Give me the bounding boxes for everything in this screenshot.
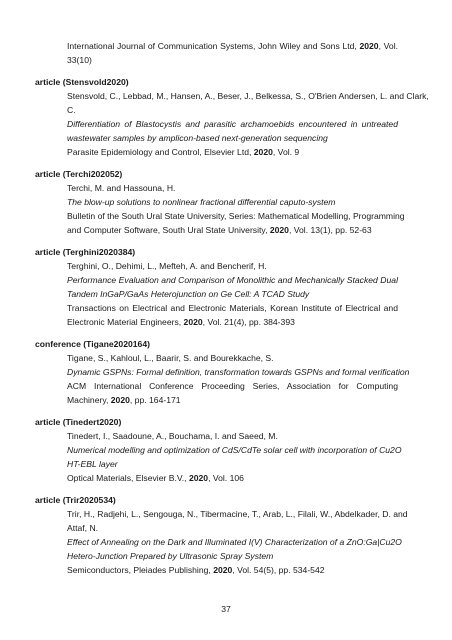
entry-authors: C. (67, 105, 76, 115)
entry-title: Performance Evaluation and Comparison of Monolithic and Mechanically Stacked Dual (67, 275, 398, 285)
entry-authors: Tigane, S., Kahloul, L., Baarir, S. and Bourekkache, S. (67, 353, 274, 363)
entry-heading: article (Tinedert2020) (35, 417, 122, 427)
entry-authors: Tinedert, I., Saadoune, A., Bouchama, I. and Saeed, M. (67, 431, 278, 441)
entry-venue-line: International Journal of Communication Systems, John Wiley and Sons Ltd, 2020, Vol. (67, 41, 399, 51)
entry-title: HT-EBL layer (67, 459, 118, 469)
entry-venue: Machinery, 2020, pp. 164-171 (67, 395, 181, 405)
page-number: 37 (221, 604, 231, 614)
entry-title: Dynamic GSPNs: Formal definition, transformation towards GSPNs and formal verification (67, 367, 410, 377)
entry-venue: Transactions on Electrical and Electronic Materials, Korean Institute of Electrical and (67, 303, 398, 313)
entry-title: Differentiation of Blastocystis and parasitic archamoebids encountered in untreated (67, 119, 398, 129)
entry-heading: conference (Tigane2020164) (35, 339, 150, 349)
entry-heading: article (Terghini2020384) (35, 247, 136, 257)
entry-heading: article (Trir2020534) (35, 495, 116, 505)
entry-venue: Electronic Material Engineers, 2020, Vol. 21(4), pp. 384-393 (67, 317, 295, 327)
entry-authors: Stensvold, C., Lebbad, M., Hansen, A., Beser, J., Belkessa, S., O'Brien Andersen, L. and Clark, (67, 91, 429, 101)
entry-title: Tandem InGaP/GaAs Heterojunction on Ge Cell: A TCAD Study (67, 289, 310, 299)
entry-venue: Parasite Epidemiology and Control, Elsevier Ltd, 2020, Vol. 9 (67, 147, 300, 157)
entry-heading: article (Terchi202052) (35, 169, 123, 179)
entry-heading: article (Stensvold2020) (35, 77, 129, 87)
entry-authors: Attaf, N. (67, 523, 99, 533)
entry-venue-line: 33(10) (67, 55, 92, 65)
entry-venue: ACM International Conference Proceeding Series, Association for Computing (67, 381, 398, 391)
entry-venue: Semiconductors, Pleiades Publishing, 2020, Vol. 54(5), pp. 534-542 (67, 565, 325, 575)
entry-venue: Bulletin of the South Ural State University, Series: Mathematical Modelling, Programming (67, 211, 405, 221)
entry-title: The blow-up solutions to nonlinear fractional differential caputo-system (67, 197, 336, 207)
entry-authors: Terghini, O., Dehimi, L., Mefteh, A. and Bencherif, H. (67, 261, 267, 271)
entry-authors: Trir, H., Radjehi, L., Sengouga, N., Tibermacine, T., Arab, L., Filali, W., Abdelkader, D. and (67, 509, 408, 519)
entry-title: wastewater samples by amplicon-based next-generation sequencing (67, 133, 328, 143)
entry-venue: and Computer Software, South Ural State University, 2020, Vol. 13(1), pp. 52-63 (67, 225, 372, 235)
entry-title: Effect of Annealing on the Dark and Illuminated I(V) Characterization of a ZnO:Ga|Cu2O (67, 537, 402, 547)
entry-venue: Optical Materials, Elsevier B.V., 2020, Vol. 106 (67, 473, 244, 483)
entry-title: Hetero-Junction Prepared by Ultrasonic Spray System (67, 551, 274, 561)
entry-authors: Terchi, M. and Hassouna, H. (67, 183, 176, 193)
entry-title: Numerical modelling and optimization of CdS/CdTe solar cell with incorporation of Cu2O (67, 445, 402, 455)
